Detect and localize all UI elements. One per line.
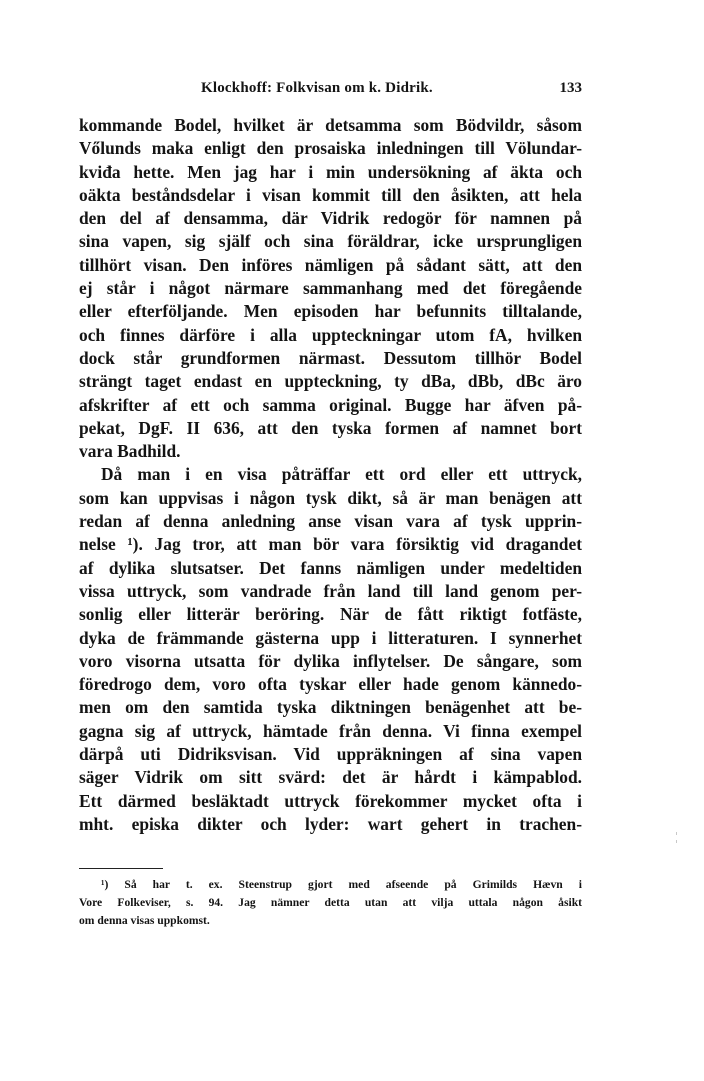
footnote-line: om denna visas uppkomst.: [79, 914, 210, 927]
text-line: dyka de främmande gästerna upp i litteraturen. I synnerhet: [79, 627, 582, 648]
text-line: af dylika slutsatser. Det fanns nämligen under medeltiden: [79, 557, 582, 578]
text-line: men om den samtida tyska diktningen benägenhet att be-: [79, 697, 582, 718]
text-line: pekat, DgF. II 636, att den tyska formen af namnet bort: [79, 417, 582, 438]
text-line: dock står grundformen närmast. Dessutom tillhör Bodel: [79, 347, 582, 368]
scan-speck: [676, 832, 677, 835]
text-line: därpå uti Didriksvisan. Vid uppräkningen af sina vapen: [79, 744, 582, 765]
footnote-line: Vore Folkeviser, s. 94. Jag nämner detta utan att vilja uttala någon åsikt: [79, 896, 582, 909]
text-line: oäkta beståndsdelar i visan kommit till den åsikten, att hela: [79, 184, 582, 205]
text-line: ej står i något närmare sammanhang med det föregående: [79, 278, 582, 299]
text-line: kommande Bodel, hvilket är detsamma som Bödvildr, såsom: [79, 115, 582, 135]
text-line: voro visorna utsatta för dylika inflytelser. De sångare, som: [79, 650, 582, 671]
text-line: strängt taget endast en uppteckning, ty dBa, dBb, dBc äro: [79, 371, 582, 392]
text-line: sonlig eller litterär beröring. När de fått riktigt fotfäste,: [79, 604, 582, 625]
page-number: 133: [559, 80, 582, 96]
text-line: den del af densamma, där Vidrik redogör för namnen på: [79, 208, 582, 229]
paragraph-start-line: Då man i en visa påträffar ett ord eller ett uttryck,: [101, 464, 582, 485]
running-title: Klockhoff: Folkvisan om k. Didrik.: [201, 80, 433, 96]
footnote-rule: [79, 868, 163, 869]
text-line: som kan uppvisas i någon tysk dikt, så är man benägen att: [79, 487, 582, 508]
text-line: kviđa hette. Men jag har i min undersökning af äkta och: [79, 161, 582, 182]
running-header: [79, 80, 582, 102]
text-line: eller efterföljande. Men episoden har befunnits tilltalande,: [79, 301, 582, 322]
scan-speck: [676, 840, 677, 843]
paragraph-end-line: vara Badhild.: [79, 441, 181, 462]
text-line: vissa uttryck, som vandrade från land till land genom per-: [79, 580, 582, 601]
text-line: gagna sig af uttryck, hämtade från denna. Vi finna exempel: [79, 720, 582, 741]
text-line: sina vapen, sig själf och sina föräldrar, icke ursprungligen: [79, 231, 582, 252]
text-line: redan af denna anledning anse visan vara af tysk upprin-: [79, 511, 582, 532]
footnotes: [79, 876, 582, 930]
text-line: tillhört visan. Den införes nämligen på sådant sätt, att den: [79, 254, 582, 275]
text-line: och finnes därföre i alla uppteckningar utom fA, hvilken: [79, 324, 582, 345]
text-line: Vőlunds maka enligt den prosaiska inledningen till Völundar-: [79, 138, 582, 159]
text-line: Ett därmed besläktadt uttryck förekommer mycket ofta i: [79, 790, 582, 811]
text-line: säger Vidrik om sitt svärd: det är hårdt i kämpablod.: [79, 767, 582, 788]
text-line: afskrifter af ett och samma original. Bugge har äfven på-: [79, 394, 582, 415]
text-line: mht. episka dikter och lyder: wart gehert in trachen-: [79, 813, 582, 834]
body-text: [79, 114, 582, 836]
text-line: nelse ¹). Jag tror, att man bör vara försiktig vid dragandet: [79, 534, 582, 555]
footnote-line: ¹) Så har t. ex. Steenstrup gjort med afseende på Grimilds Hævn i: [101, 878, 582, 891]
text-line: föredrogo dem, voro ofta tyskar eller hade genom kännedo-: [79, 674, 582, 695]
